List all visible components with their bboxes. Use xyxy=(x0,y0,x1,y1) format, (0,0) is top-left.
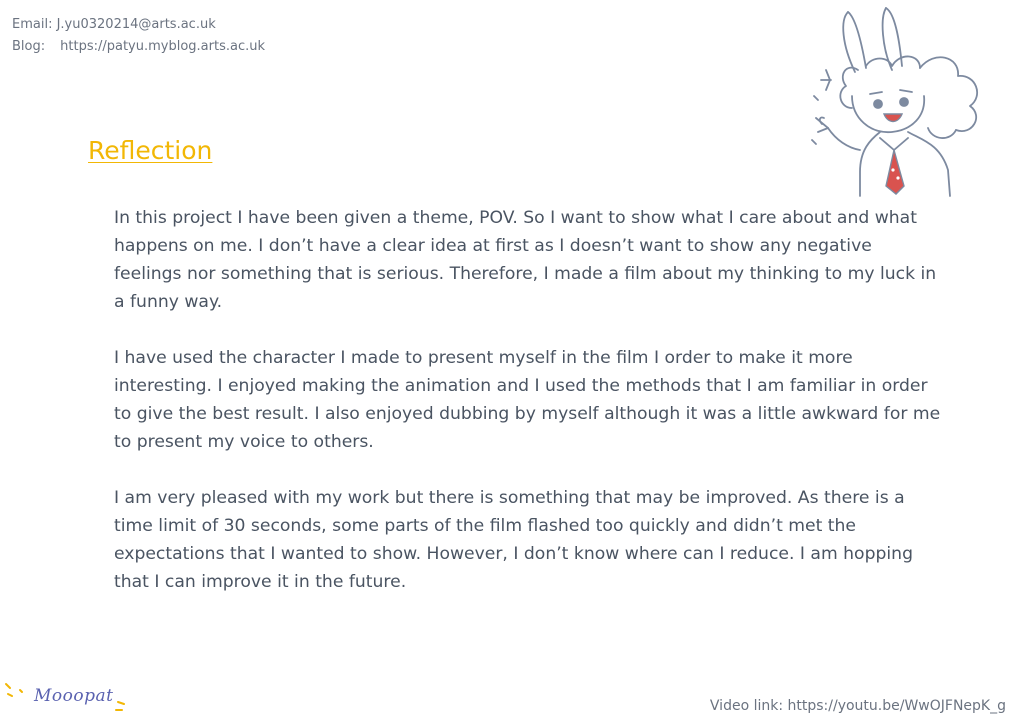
signature-text: Mooopat xyxy=(34,686,114,706)
video-link xyxy=(710,698,1006,714)
email-label: Email: xyxy=(12,17,53,32)
page-title: Reflection xyxy=(88,136,213,165)
paragraph: I have used the character I made to present myself in the film I order to make it more interesting. I enjoyed making the animation and I used the methods that I am familiar in order to give the best result. I also enjoyed dubbing by myself although it was a little awkward for me to present my voice to others. xyxy=(114,348,941,452)
contact-info xyxy=(12,14,265,58)
paragraph: In this project I have been given a theme, POV. So I want to show what I care about and what happens on me. I don’t have a clear idea at first as I doesn’t want to show any negative feelings nor something that is serious. Therefore, I made a film about my thinking to my luck in a funny way. xyxy=(114,208,937,312)
email-row xyxy=(12,14,265,36)
blog-label: Blog: xyxy=(12,39,46,54)
reflection-body xyxy=(114,204,944,624)
mascot-illustration xyxy=(800,0,1000,200)
video-link-label: Video link: xyxy=(709,698,784,714)
video-link-url[interactable]: https://youtu.be/WwOJFNepK_g xyxy=(787,698,1006,714)
blog-url[interactable]: https://patyu.myblog.arts.ac.uk xyxy=(60,39,266,54)
email-address[interactable]: J.yu0320214@arts.ac.uk xyxy=(56,17,216,32)
blog-row xyxy=(12,36,265,58)
paragraph: I am very pleased with my work but there is something that may be improved. As there is a time limit of 30 seconds, some parts of the film flashed too quickly and didn’t met the expectations that I wanted to show. However, I don’t know where can I reduce. I am hopping that I can improve it in the future. xyxy=(114,488,913,592)
